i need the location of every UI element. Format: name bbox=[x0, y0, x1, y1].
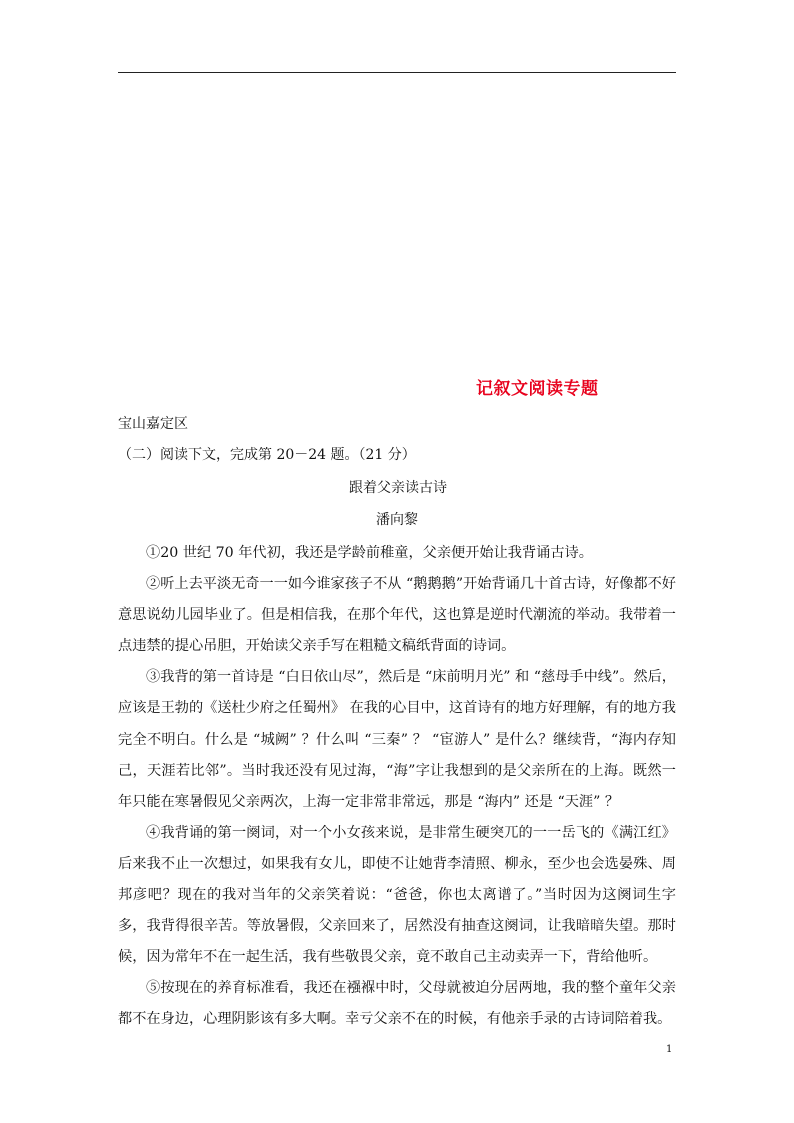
region-label: 宝山嘉定区 bbox=[118, 416, 188, 432]
paragraph-4: ④我背诵的第一阕词，对一个小女孩来说，是非常生硬突兀的一一岳飞的《满江红》后来我不止一次想过，如果我有女儿，即使不让她背李清照、柳永，至少也会选晏殊、周邦彦吧？现在的我对当年的父亲笑着说：“爸爸，你也太离谱了。”当时因为这阕词生字多，我背得很辛苦。等放暑假，父亲回来了，居然没有抽查这阕词，让我暗暗失望。那时候，因为常年不在一起生活，我有些敬畏父亲，竟不敢自己主动卖弄一下，背给他听。 bbox=[118, 824, 676, 966]
document-title: 记叙文阅读专题 bbox=[476, 379, 599, 399]
article-author: 潘向黎 bbox=[376, 512, 418, 528]
paragraph-3: ③我背的第一首诗是 “白日依山尽”，然后是 “床前明月光” 和 “慈母手中线”。然后，应该是王勃的《送杜少府之任蜀州》 在我的心目中，这首诗有的地方好理解，有的地方我完全不明白。什么是 “城阙” ？什么叫 “三秦” ？ “宦游人” 是什么？继续背，“海内存知己，天涯若比邻”。当时我还没有见过海，“海”字让我想到的是父亲所在的上海。既然一年只能在寒暑假见父亲两次，上海一定非常非常远，那是 “海内” 还是 “天涯” ？ bbox=[118, 669, 676, 810]
paragraph-1: ①20 世纪 70 年代初，我还是学龄前稚童，父亲便开始让我背诵古诗。 bbox=[146, 545, 593, 561]
paragraph-2: ②听上去平淡无奇一一如今谁家孩子不从 “鹅鹅鹅”开始背诵几十首古诗，好像都不好意思说幼儿园毕业了。但是相信我，在那个年代，这也算是逆时代潮流的举动。我带着一点违禁的提心吊胆，开始读父亲手写在粗糙文稿纸背面的诗词。 bbox=[118, 576, 676, 655]
header-rule bbox=[118, 72, 676, 73]
paragraph-5: ⑤按现在的养育标准看，我还在襁褓中时，父母就被迫分居两地，我的整个童年父亲都不在身边，心理阴影该有多大啊。幸亏父亲不在的时候，有他亲手录的古诗词陪着我。 bbox=[118, 980, 676, 1028]
page-number: 1 bbox=[666, 1044, 673, 1055]
question-instruction: （二）阅读下文，完成第 20－24 题。（21 分） bbox=[118, 447, 416, 463]
article-title: 跟着父亲读古诗 bbox=[349, 480, 447, 496]
article-body bbox=[118, 538, 676, 1036]
